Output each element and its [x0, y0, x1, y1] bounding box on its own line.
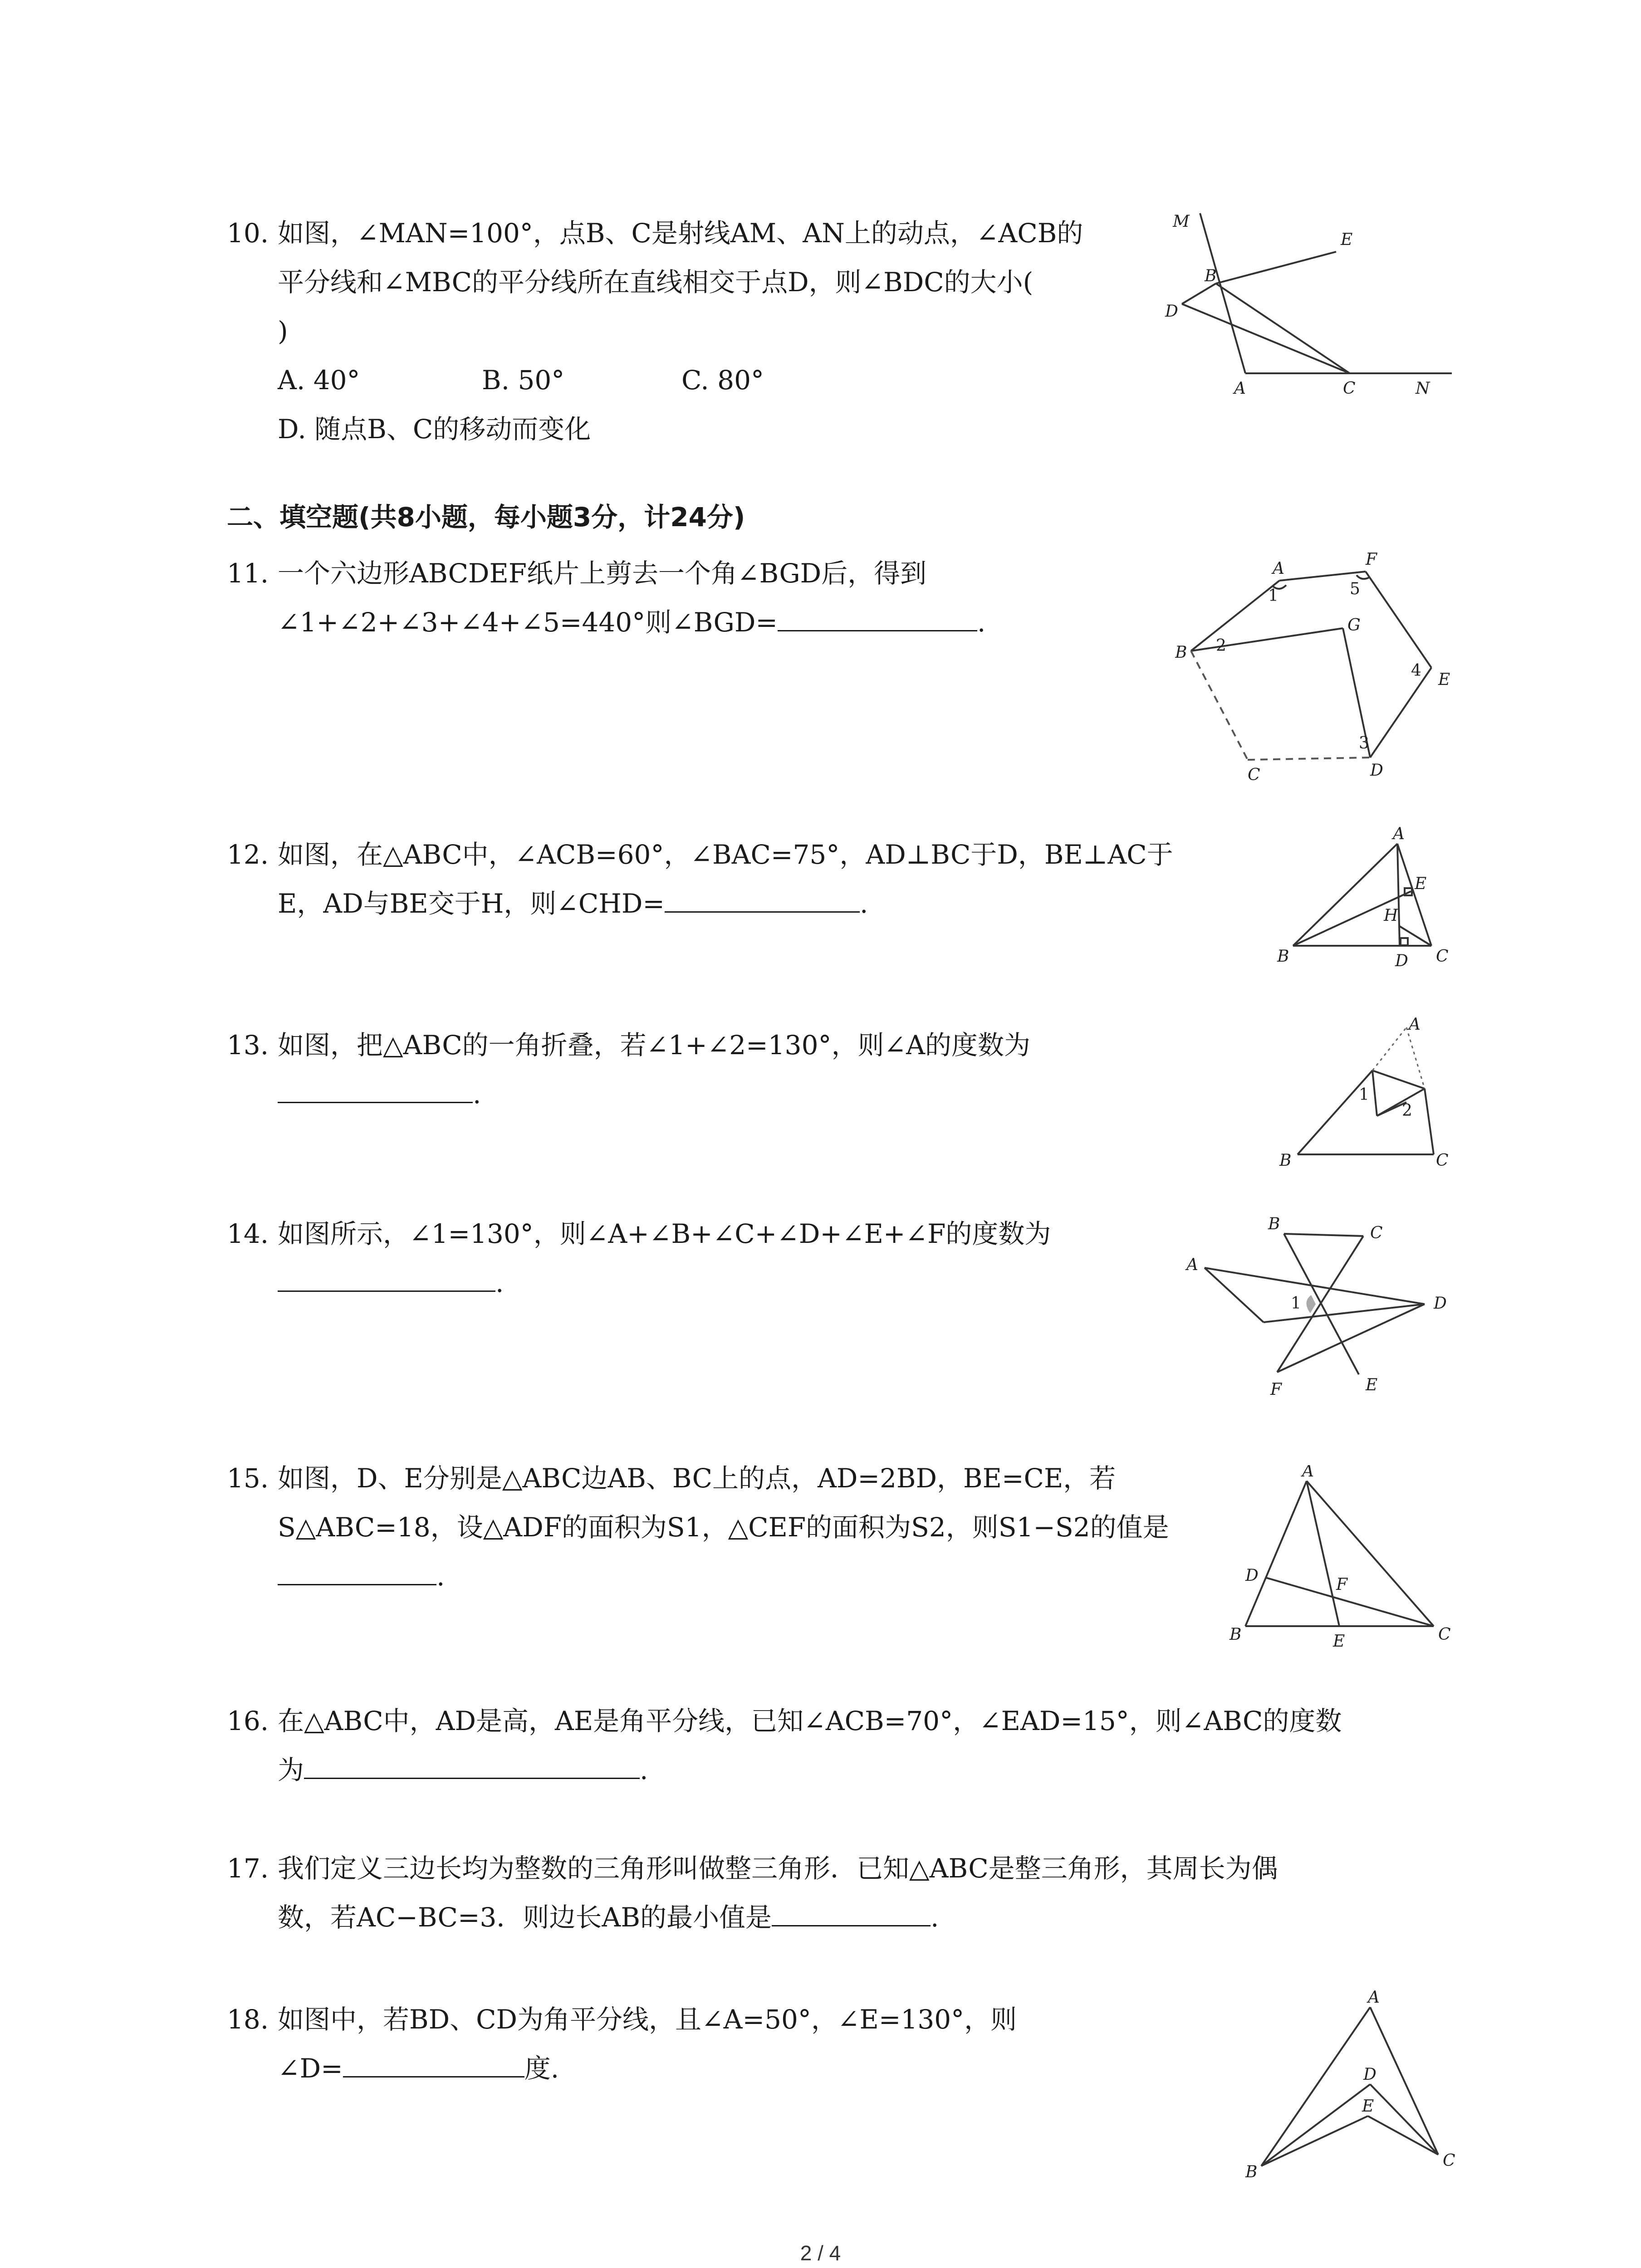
question-text-line2: E，AD与BE交于H，则∠CHD=	[278, 888, 665, 919]
answer-blank[interactable]	[278, 1557, 436, 1585]
angle-2-label: 2	[1402, 1101, 1412, 1120]
fig-label-E: E	[1415, 875, 1427, 893]
question-text: 在△ABC中，AD是高，AE是角平分线，已知∠ACB=70°，∠EAD=15°，则∠ABC的度数	[278, 1706, 1342, 1736]
fig-label-D: D	[1370, 761, 1383, 780]
answer-blank[interactable]	[343, 2049, 524, 2077]
fig-label-A: A	[1273, 559, 1284, 578]
answer-blank[interactable]	[278, 1075, 473, 1103]
fig-label-C: C	[1436, 1151, 1449, 1170]
fig-label-B: B	[1268, 1215, 1280, 1233]
question-text-line2: ∠D=	[278, 2053, 343, 2084]
figure-q13	[1270, 1016, 1461, 1170]
angle-3-label: 3	[1359, 734, 1369, 753]
unit-label: 度.	[524, 2053, 559, 2084]
question-12	[227, 830, 1173, 928]
fig-label-C: C	[1438, 1625, 1451, 1644]
option-c: C. 80°	[681, 365, 764, 396]
figure-q18	[1239, 1987, 1456, 2186]
angle-1-label: 1	[1291, 1294, 1301, 1313]
figure-q11	[1175, 549, 1465, 785]
fig-label-C: C	[1248, 766, 1260, 784]
question-text: 我们定义三边长均为整数的三角形叫做整三角形．已知△ABC是整三角形，其周长为偶	[278, 1853, 1278, 1884]
question-18	[227, 1995, 1017, 2093]
fig-label-B: B	[1279, 1151, 1292, 1170]
fig-label-N: N	[1416, 379, 1430, 398]
question-number: 18.	[227, 2004, 269, 2035]
question-text-line2: 平分线和∠MBC的平分线所在直线相交于点D，则∠BDC的大小(	[278, 267, 1034, 298]
question-text: 如图所示，∠1=130°，则∠A+∠B+∠C+∠D+∠E+∠F的度数为	[278, 1218, 1051, 1249]
period: .	[859, 888, 868, 919]
angle-4-label: 4	[1411, 661, 1421, 680]
question-13	[227, 1021, 1030, 1119]
question-number: 13.	[227, 1030, 269, 1061]
angle-1-label: 1	[1359, 1085, 1369, 1104]
angle-2-label: 2	[1216, 636, 1226, 655]
angle-1-label: 1	[1268, 587, 1279, 605]
question-text-line2: 为	[278, 1755, 304, 1785]
fig-label-D: D	[1395, 952, 1408, 970]
option-a: A. 40°	[278, 365, 360, 396]
fig-label-D: D	[1245, 1566, 1259, 1585]
fig-label-C: C	[1343, 379, 1356, 398]
fig-label-C: C	[1370, 1224, 1383, 1242]
fig-label-E: E	[1438, 670, 1450, 689]
question-15	[227, 1454, 1169, 1601]
question-text: 如图中，若BD、CD为角平分线，且∠A=50°，∠E=130°，则	[278, 2004, 1017, 2035]
figure-q14	[1180, 1211, 1470, 1411]
question-text-line3: )	[278, 316, 288, 347]
angle-5-label: 5	[1350, 580, 1360, 598]
fig-label-E: E	[1366, 1376, 1378, 1394]
fig-label-C: C	[1443, 2151, 1455, 2170]
question-text: 如图，在△ABC中，∠ACB=60°，∠BAC=75°，AD⊥BC于D，BE⊥AC于	[278, 839, 1173, 870]
fig-label-F: F	[1270, 1380, 1282, 1399]
period: .	[473, 1079, 481, 1110]
question-number: 12.	[227, 839, 269, 870]
answer-blank[interactable]	[278, 1263, 495, 1292]
period: .	[495, 1267, 504, 1298]
question-text: 如图，D、E分别是△ABC边AB、BC上的点，AD=2BD，BE=CE，若	[278, 1463, 1116, 1494]
period: .	[977, 607, 986, 638]
question-number: 11.	[227, 558, 269, 589]
period: .	[930, 1902, 939, 1933]
fig-label-B: B	[1175, 643, 1187, 662]
answer-blank[interactable]	[304, 1750, 640, 1779]
question-number: 15.	[227, 1463, 269, 1494]
answer-blank[interactable]	[665, 884, 860, 913]
figure-q15	[1216, 1465, 1461, 1656]
fig-label-D: D	[1363, 2065, 1376, 2084]
figure-q10	[1161, 200, 1461, 399]
section-title: 二、填空题(共8小题，每小题3分，计24分)	[227, 502, 745, 533]
question-11	[227, 549, 985, 647]
question-text: 一个六边形ABCDEF纸片上剪去一个角∠BGD后，得到	[278, 558, 927, 589]
question-16	[227, 1696, 1342, 1794]
option-b: B. 50°	[482, 365, 565, 396]
question-text-line2: ∠1+∠2+∠3+∠4+∠5=440°则∠BGD=	[278, 607, 778, 638]
question-number: 14.	[227, 1218, 269, 1249]
fig-label-D: D	[1165, 302, 1178, 321]
fig-label-E: E	[1341, 230, 1353, 249]
question-number: 10.	[227, 218, 269, 249]
fig-label-A: A	[1186, 1256, 1198, 1274]
fig-label-B: B	[1230, 1625, 1242, 1644]
question-17	[227, 1844, 1278, 1942]
fig-label-E: E	[1333, 1632, 1345, 1651]
fig-label-B: B	[1205, 267, 1217, 285]
fig-label-B: B	[1277, 947, 1289, 966]
question-text-line2: S△ABC=18，设△ADF的面积为S1，△CEF的面积为S2，则S1−S2的值是	[278, 1512, 1169, 1543]
question-text: 如图，∠MAN=100°，点B、C是射线AM、AN上的动点，∠ACB的	[278, 218, 1083, 249]
period: .	[640, 1755, 648, 1785]
fig-label-E: E	[1362, 2097, 1374, 2116]
fig-label-G: G	[1347, 616, 1361, 635]
fig-label-F: F	[1366, 550, 1377, 569]
question-10	[227, 209, 1083, 454]
page-number: 2 / 4	[800, 2241, 841, 2265]
period: .	[436, 1561, 445, 1592]
question-text: 如图，把△ABC的一角折叠，若∠1+∠2=130°，则∠A的度数为	[278, 1030, 1030, 1061]
question-number: 16.	[227, 1706, 269, 1736]
fig-label-D: D	[1434, 1294, 1447, 1313]
fig-label-A: A	[1234, 379, 1246, 398]
fig-label-M: M	[1173, 212, 1190, 231]
question-text-line2: 数，若AC−BC=3．则边长AB的最小值是	[278, 1902, 772, 1933]
answer-blank[interactable]	[778, 603, 977, 631]
fig-label-B: B	[1245, 2163, 1258, 2181]
fig-label-A: A	[1393, 826, 1405, 843]
fig-label-F: F	[1336, 1575, 1347, 1594]
question-14	[227, 1209, 1051, 1307]
fig-label-A: A	[1368, 1988, 1380, 2007]
fig-label-C: C	[1436, 947, 1449, 966]
question-number: 17.	[227, 1853, 269, 1884]
option-d: D. 随点B、C的移动而变化	[278, 414, 591, 445]
answer-blank[interactable]	[772, 1898, 931, 1926]
fig-label-A: A	[1302, 1465, 1314, 1481]
fig-label-A: A	[1409, 1016, 1421, 1034]
fig-label-H: H	[1384, 906, 1398, 925]
figure-q12	[1266, 826, 1456, 975]
